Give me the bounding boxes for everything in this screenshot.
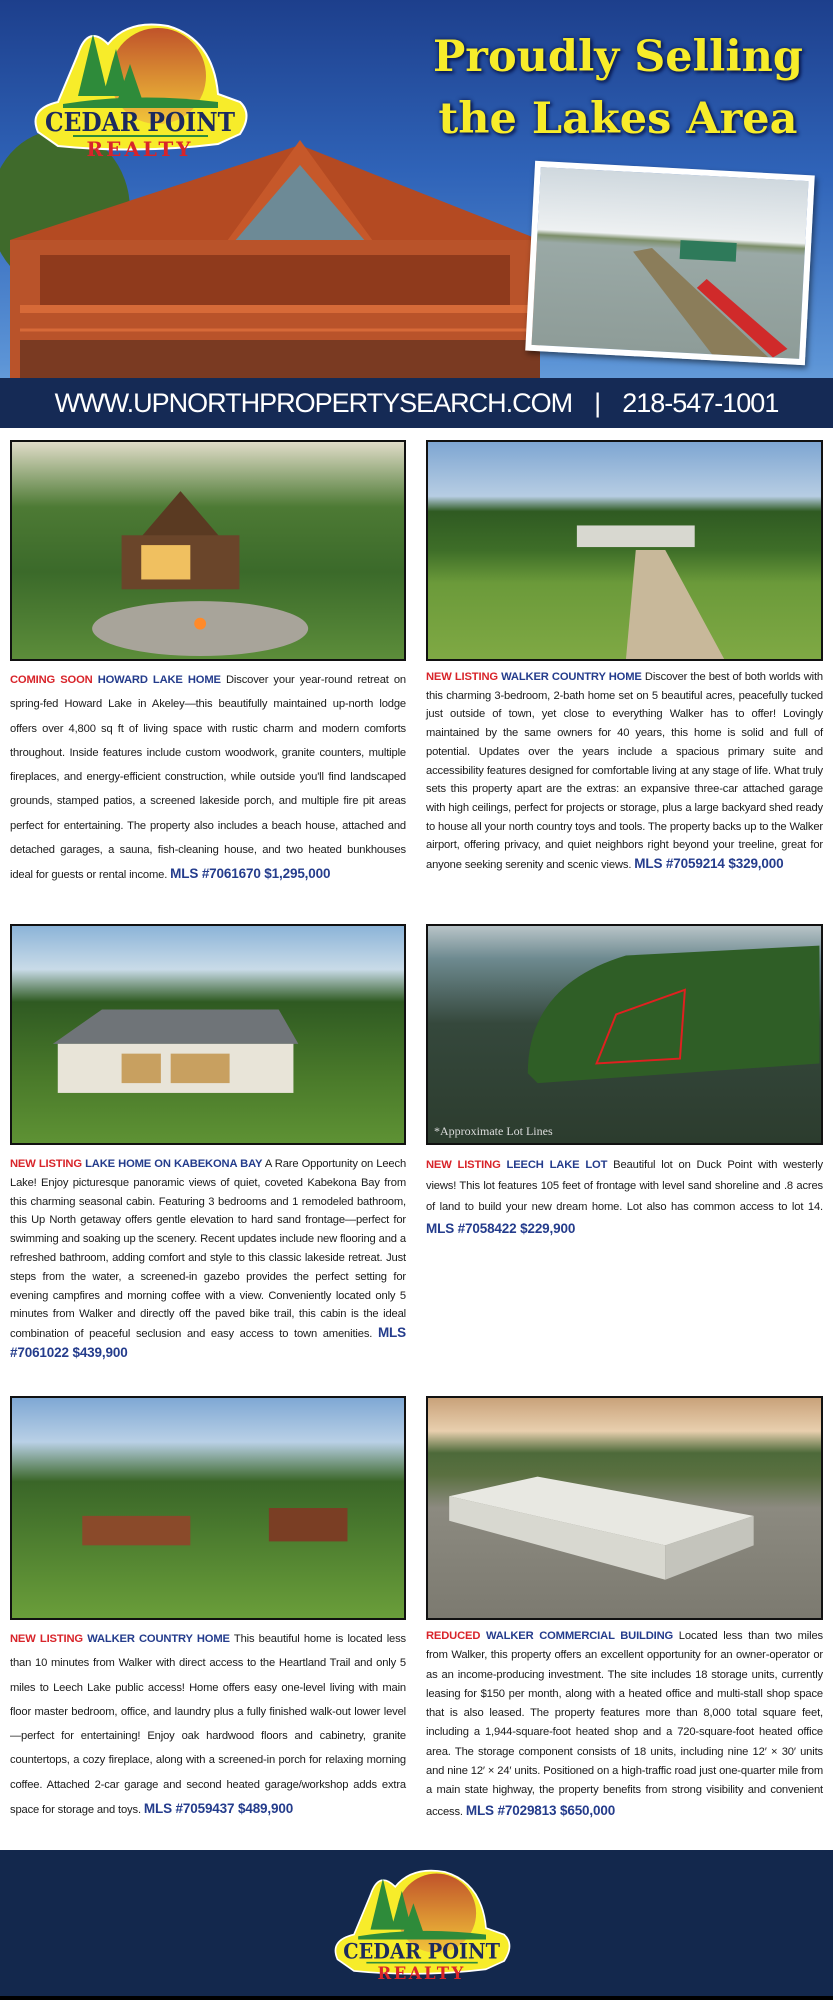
listing-tag: COMING SOON [10, 674, 93, 686]
listing-mls-price: MLS #7059437 $489,900 [143, 1801, 294, 1817]
contact-bar [0, 378, 833, 428]
listing-title: LAKE HOME ON KABEKONA BAY [85, 1158, 263, 1170]
listing-photo-kabekona-bay [10, 924, 406, 1145]
dock-photo [525, 161, 815, 365]
listing-description [426, 1627, 823, 1822]
listing-photo-walker-country-home-2 [10, 1396, 406, 1620]
listing-description [426, 668, 823, 875]
headline [433, 26, 803, 150]
listing-tag: NEW LISTING [10, 1158, 82, 1170]
website-link[interactable]: WWW.UPNORTHPROPERTYSEARCH.COM [54, 387, 573, 418]
listing-tag: NEW LISTING [10, 1633, 83, 1645]
listing-photo-walker-country-home [426, 440, 823, 661]
headline-line-1: Proudly Selling [432, 32, 803, 82]
listing-photo-howard-lake [10, 440, 406, 661]
listing-body: A Rare Opportunity on Leech Lake! Enjoy picturesque panoramic views of quiet, coveted Kabekona Bay from this charming seasonal cabin. Featuring 3 bedrooms and 1 remodeled bathroom, this Up North getaway offers gentle elevation to hard sand frontage—perfect for swimming and soaking up the scenery. Recent updates include new flooring and a refreshed bathroom, adding comfort and style to this classic lakeside retreat. Just steps from the water, a screened-in gazebo provides the perfect setting for evening campfires and morning coffee with a view. Conveniently located only 5 minutes from Walker and directly off the paved bike trail, this cabin is the ideal combination of peaceful seclusion and easy access to town amenities. [10, 1158, 407, 1341]
listing-body: Beautiful lot on Duck Point with westerly views! This lot features 105 feet of frontage with level sand shoreline and .8 acres of land to build your new dream home. Lot also has common access to lot 14. [426, 1159, 823, 1213]
listing-body: Discover the best of both worlds with this charming 3-bedroom, 2-bath home set on 5 beautiful acres, peacefully tucked just outside of town, yet close to everything Walker has to offer! Lovingly maintained by the same owners for 40 years, this home is solid and full of potential. Updates over the years include a spacious primary suite and accessibility features designed for comfortable living at any stage of life. What truly sets this property apart are the extras: an expansive three-car attached garage with high ceilings, perfect for projects or storage, plus a large backyard shed ready to house all your north country toys and tools. The property backs up to the Walker airport, offering privacy, and quiet neighbors right beyond your treeline, great for anyone seeking serenity and scenic views. [426, 671, 823, 872]
headline-line-2: the Lakes Area [438, 94, 798, 144]
listing-tag: NEW LISTING [426, 671, 498, 683]
listing-photo-commercial-building [426, 1396, 823, 1620]
listing-mls-price: MLS #7029813 $650,000 [465, 1802, 616, 1818]
listing-body: This beautiful home is located less than 10 minutes from Walker with direct access to the Heartland Trail and only 5 miles to Leech Lake public access! Home offers easy one-level living with main floor master bedroom, office, and laundry plus a fully finished walk-out lower level—perfect for entertaining! Enjoy oak hardwood floors and cabinetry, granite countertops, a cozy fireplace, along with a screened-in porch for relaxing morning coffee. Attached 2-car garage and second heated garage/workshop adds extra space for storage and toys. [10, 1633, 407, 1817]
listing-mls-price: MLS #7058422 $229,900 [426, 1221, 576, 1236]
cedar-point-logo [320, 1862, 520, 1994]
photo-caption: *Approximate Lot Lines [434, 1124, 553, 1138]
header-banner [0, 0, 833, 428]
footer [0, 1850, 833, 2000]
listing-description [10, 1155, 406, 1364]
separator: | [594, 387, 601, 418]
listing-mls-price: MLS #7059214 $329,000 [634, 856, 784, 872]
listing-photo-leech-lake-lot [426, 924, 823, 1145]
listing-tag: NEW LISTING [426, 1159, 501, 1171]
listing-tag: REDUCED [426, 1630, 481, 1642]
listing-title: WALKER COUNTRY HOME [87, 1633, 230, 1645]
listing-description [10, 1627, 406, 1822]
listing-title: WALKER COMMERCIAL BUILDING [485, 1630, 674, 1642]
listing-body: Discover your year-round retreat on spring-fed Howard Lake in Akeley—this beautifully maintained up-north lodge offers over 4,800 sq ft of living space with rustic charm and modern comforts throughout. Inside features include custom woodwork, granite counters, multiple fireplaces, and energy-efficient construction, while outside you'll find landscaped grounds, stamped patios, a screened lakeside porch, and multiple fire pit areas perfect for entertaining. The property also includes a beach house, attached and detached garages, a sauna, fish-cleaning house, and two heated bunkhouses ideal for guests or rental income. [10, 674, 406, 882]
cedar-point-logo [18, 14, 258, 174]
listing-description [426, 1155, 823, 1241]
listing-title: HOWARD LAKE HOME [97, 674, 221, 686]
listing-description [10, 668, 406, 888]
listing-mls-price: MLS #7061670 $1,295,000 [170, 866, 331, 882]
listing-body: Located less than two miles from Walker, this property offers an excellent opportunity for an owner-operator or as an income-producing investment. The site includes 18 storage units, currently leasing for $150 per month, along with a heated office and multi-stall shop space that is also leased. The property features more than 8,000 total square feet, including a 1,944-square-foot heated shop and a 720-square-foot heated office area. The storage component consists of 18 units, including nine 12′ × 30′ units and nine 12′ × 24′ units. Positioned on a high-traffic road just one-quarter mile from a main state highway, the property benefits from strong visibility and convenient access. [426, 1630, 823, 1818]
listing-mls-price: MLS #7061022 $439,900 [10, 1325, 406, 1360]
phone-number[interactable]: 218-547-1001 [622, 387, 779, 418]
listing-title: LEECH LAKE LOT [506, 1159, 608, 1171]
listing-title: WALKER COUNTRY HOME [501, 671, 642, 683]
